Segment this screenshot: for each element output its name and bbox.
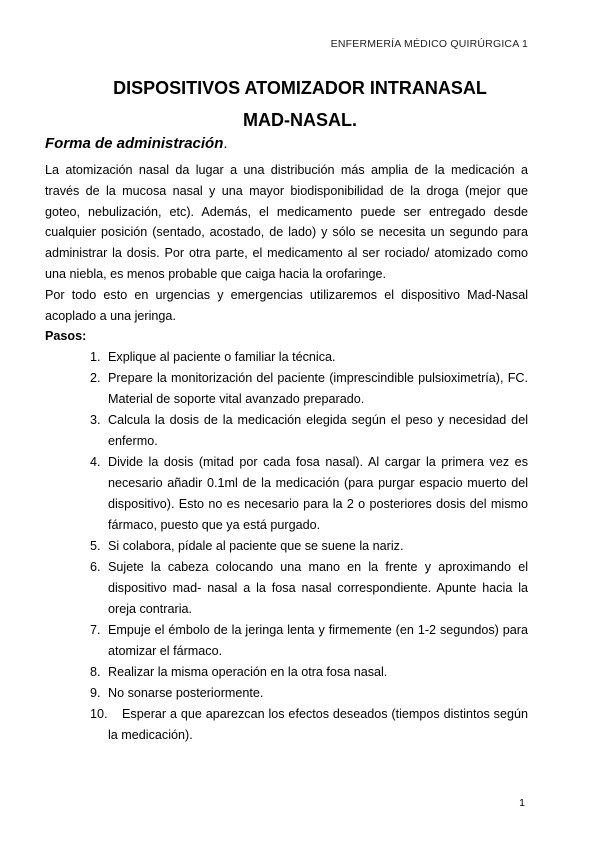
section-heading-text: Forma de administración bbox=[45, 135, 224, 152]
step-item bbox=[45, 662, 528, 683]
step-item bbox=[45, 536, 528, 557]
step-item bbox=[45, 368, 528, 410]
step-text: Realizar la misma operación en la otra fosa nasal. bbox=[108, 665, 388, 680]
step-text: Divide la dosis (mitad por cada fosa nasal). Al cargar la primera vez es necesario añadir 0.1ml de la medicación (para purgar espacio muerto del dispositivo). Esto no es necesario para la 2 o posteriores dosis del mismo fármaco, puesto que ya está purgado. bbox=[108, 455, 528, 533]
step-item bbox=[45, 704, 528, 746]
step-number: 9. bbox=[90, 686, 101, 701]
step-text: Explique al paciente o familiar la técnica. bbox=[108, 350, 336, 365]
steps-label: Pasos: bbox=[45, 329, 87, 344]
step-number: 3. bbox=[90, 413, 101, 428]
step-number: 1. bbox=[90, 350, 101, 365]
steps-list bbox=[45, 347, 528, 746]
step-number: 7. bbox=[90, 623, 101, 638]
step-text: Prepare la monitorización del paciente (imprescindible pulsioximetría), FC. Material de soporte vital avanzado preparado. bbox=[108, 371, 528, 407]
step-text: Empuje el émbolo de la jeringa lenta y firmemente (en 1-2 segundos) para atomizar el fármaco. bbox=[108, 623, 528, 659]
step-item bbox=[45, 410, 528, 452]
step-number: 8. bbox=[90, 665, 101, 680]
step-number: 4. bbox=[90, 455, 101, 470]
step-text: No sonarse posteriormente. bbox=[108, 686, 264, 701]
section-heading bbox=[45, 135, 228, 152]
step-item bbox=[45, 620, 528, 662]
step-text: Si colabora, pídale al paciente que se suene la nariz. bbox=[108, 539, 404, 554]
step-text: Esperar a que aparezcan los efectos deseados (tiempos distintos según la medicación). bbox=[108, 707, 528, 743]
step-number: 2. bbox=[90, 371, 101, 386]
running-header: ENFERMERÍA MÉDICO QUIRÚRGICA 1 bbox=[330, 38, 528, 50]
step-text: Sujete la cabeza colocando una mano en la frente y aproximando el dispositivo mad- nasal a la fosa nasal correspondiente. Apunte hacia la oreja contraria. bbox=[108, 560, 528, 617]
step-text: Calcula la dosis de la medicación elegida según el peso y necesidad del enfermo. bbox=[108, 413, 528, 449]
body-content bbox=[45, 160, 528, 746]
step-item bbox=[45, 347, 528, 368]
step-number: 10. bbox=[90, 707, 108, 722]
title-line-2: MAD-NASAL. bbox=[243, 110, 357, 130]
paragraph-intro: La atomización nasal da lugar a una distribución más amplia de la medicación a través de la mucosa nasal y una mayor biodisponibilidad de la droga (mejor que goteo, nebulización, etc). Además, el medicamento puede ser entregado desde cualquier posición (sentado, acostado, de lado) y sólo se necesita un segundo para administrar la dosis. Por otra parte, el medicamento al ser rociado/ atomizado como una niebla, es menos probable que caiga hacia la orofaringe. bbox=[45, 163, 528, 281]
section-heading-suffix: . bbox=[223, 135, 228, 152]
paragraph-usage: Por todo esto en urgencias y emergencias utilizaremos el dispositivo Mad-Nasal acoplado a una jeringa. bbox=[45, 287, 528, 323]
step-number: 6. bbox=[90, 560, 101, 575]
step-item bbox=[45, 683, 528, 704]
page-number: 1 bbox=[519, 797, 525, 809]
title-line-1: DISPOSITIVOS ATOMIZADOR INTRANASAL bbox=[113, 78, 487, 98]
step-item bbox=[45, 452, 528, 536]
step-number: 5. bbox=[90, 539, 101, 554]
document-title bbox=[0, 74, 600, 138]
step-item bbox=[45, 557, 528, 620]
